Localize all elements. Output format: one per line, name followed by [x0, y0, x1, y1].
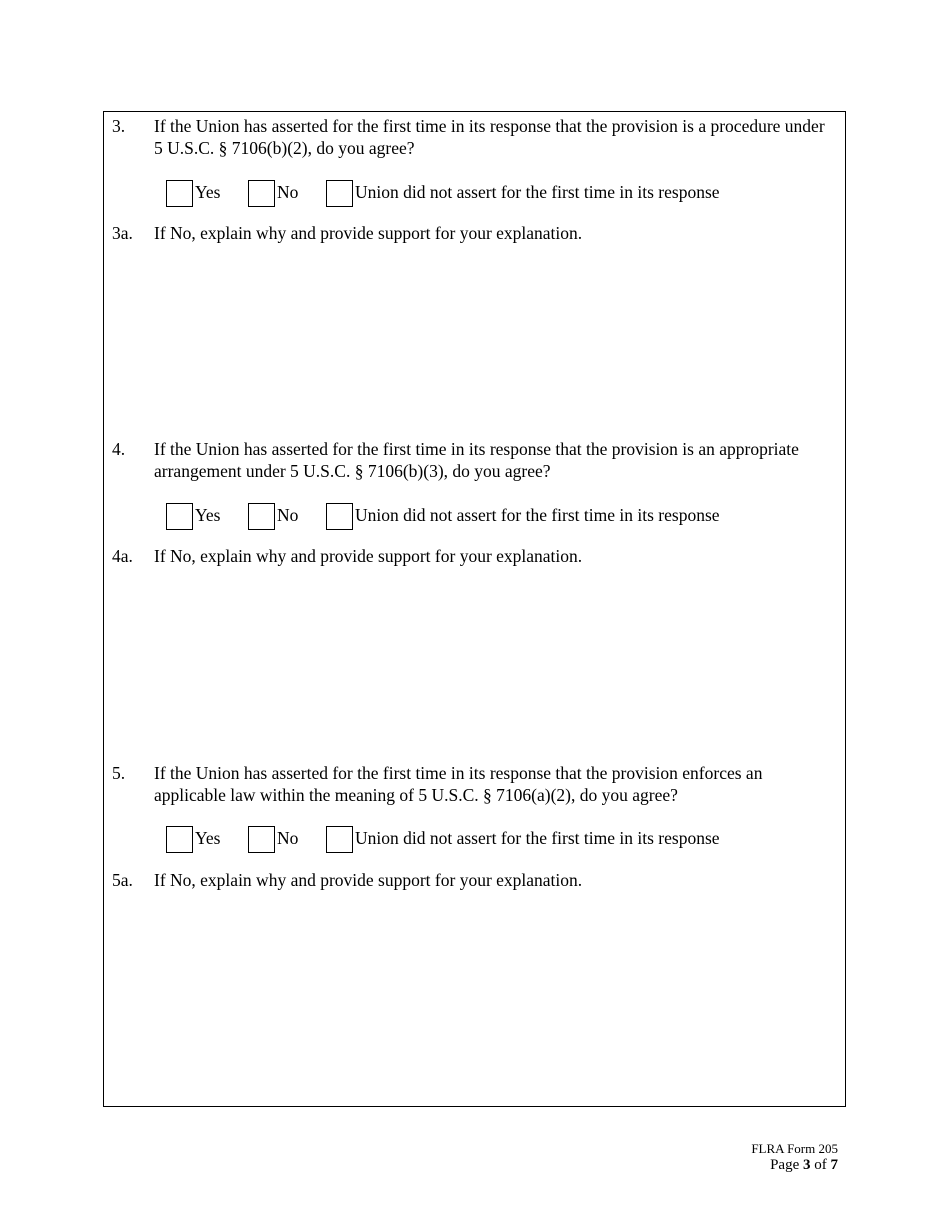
no-label: No	[277, 505, 299, 525]
page-number	[751, 1156, 838, 1174]
followup-text: If No, explain why and provide support for your explanation.	[154, 546, 583, 566]
question-5-options	[104, 826, 845, 856]
yes-label: Yes	[195, 505, 221, 525]
question-text: If the Union has asserted for the first time in its response that the provision is a procedure under 5 U.S.C. § 7106(b)(2), do you agree?	[154, 116, 825, 158]
no-checkbox[interactable]	[248, 826, 275, 853]
did-not-assert-checkbox[interactable]	[326, 826, 353, 853]
yes-label: Yes	[195, 828, 221, 848]
yes-checkbox[interactable]	[166, 180, 193, 207]
yes-checkbox[interactable]	[166, 826, 193, 853]
page-footer	[751, 1141, 838, 1174]
no-checkbox[interactable]	[248, 180, 275, 207]
followup-number: 3a.	[112, 223, 133, 243]
followup-text: If No, explain why and provide support for your explanation.	[154, 223, 583, 243]
question-text: If the Union has asserted for the first time in its response that the provision is an appropriate arrangement under 5 U.S.C. § 7106(b)(3), do you agree?	[154, 439, 799, 481]
followup-number: 5a.	[112, 870, 133, 890]
question-number: 3.	[112, 116, 126, 136]
page-total: 7	[830, 1157, 838, 1173]
question-3-options	[104, 180, 845, 210]
did-not-assert-label: Union did not assert for the first time in its response	[355, 828, 720, 848]
form-box	[103, 111, 846, 1107]
did-not-assert-label: Union did not assert for the first time in its response	[355, 182, 720, 202]
no-checkbox[interactable]	[248, 503, 275, 530]
form-name: FLRA Form 205	[751, 1141, 838, 1156]
did-not-assert-checkbox[interactable]	[326, 180, 353, 207]
page-of: of	[814, 1157, 827, 1173]
question-text: If the Union has asserted for the first time in its response that the provision enforces an applicable law within the meaning of 5 U.S.C. § 7106(a)(2), do you agree?	[154, 763, 763, 805]
page-prefix: Page	[770, 1157, 800, 1173]
no-label: No	[277, 828, 299, 848]
no-label: No	[277, 182, 299, 202]
followup-number: 4a.	[112, 546, 133, 566]
question-4-options	[104, 503, 845, 533]
question-number: 4.	[112, 439, 126, 459]
question-number: 5.	[112, 763, 126, 783]
followup-text: If No, explain why and provide support for your explanation.	[154, 870, 583, 890]
yes-label: Yes	[195, 182, 221, 202]
did-not-assert-checkbox[interactable]	[326, 503, 353, 530]
yes-checkbox[interactable]	[166, 503, 193, 530]
page-current: 3	[803, 1157, 811, 1173]
did-not-assert-label: Union did not assert for the first time in its response	[355, 505, 720, 525]
